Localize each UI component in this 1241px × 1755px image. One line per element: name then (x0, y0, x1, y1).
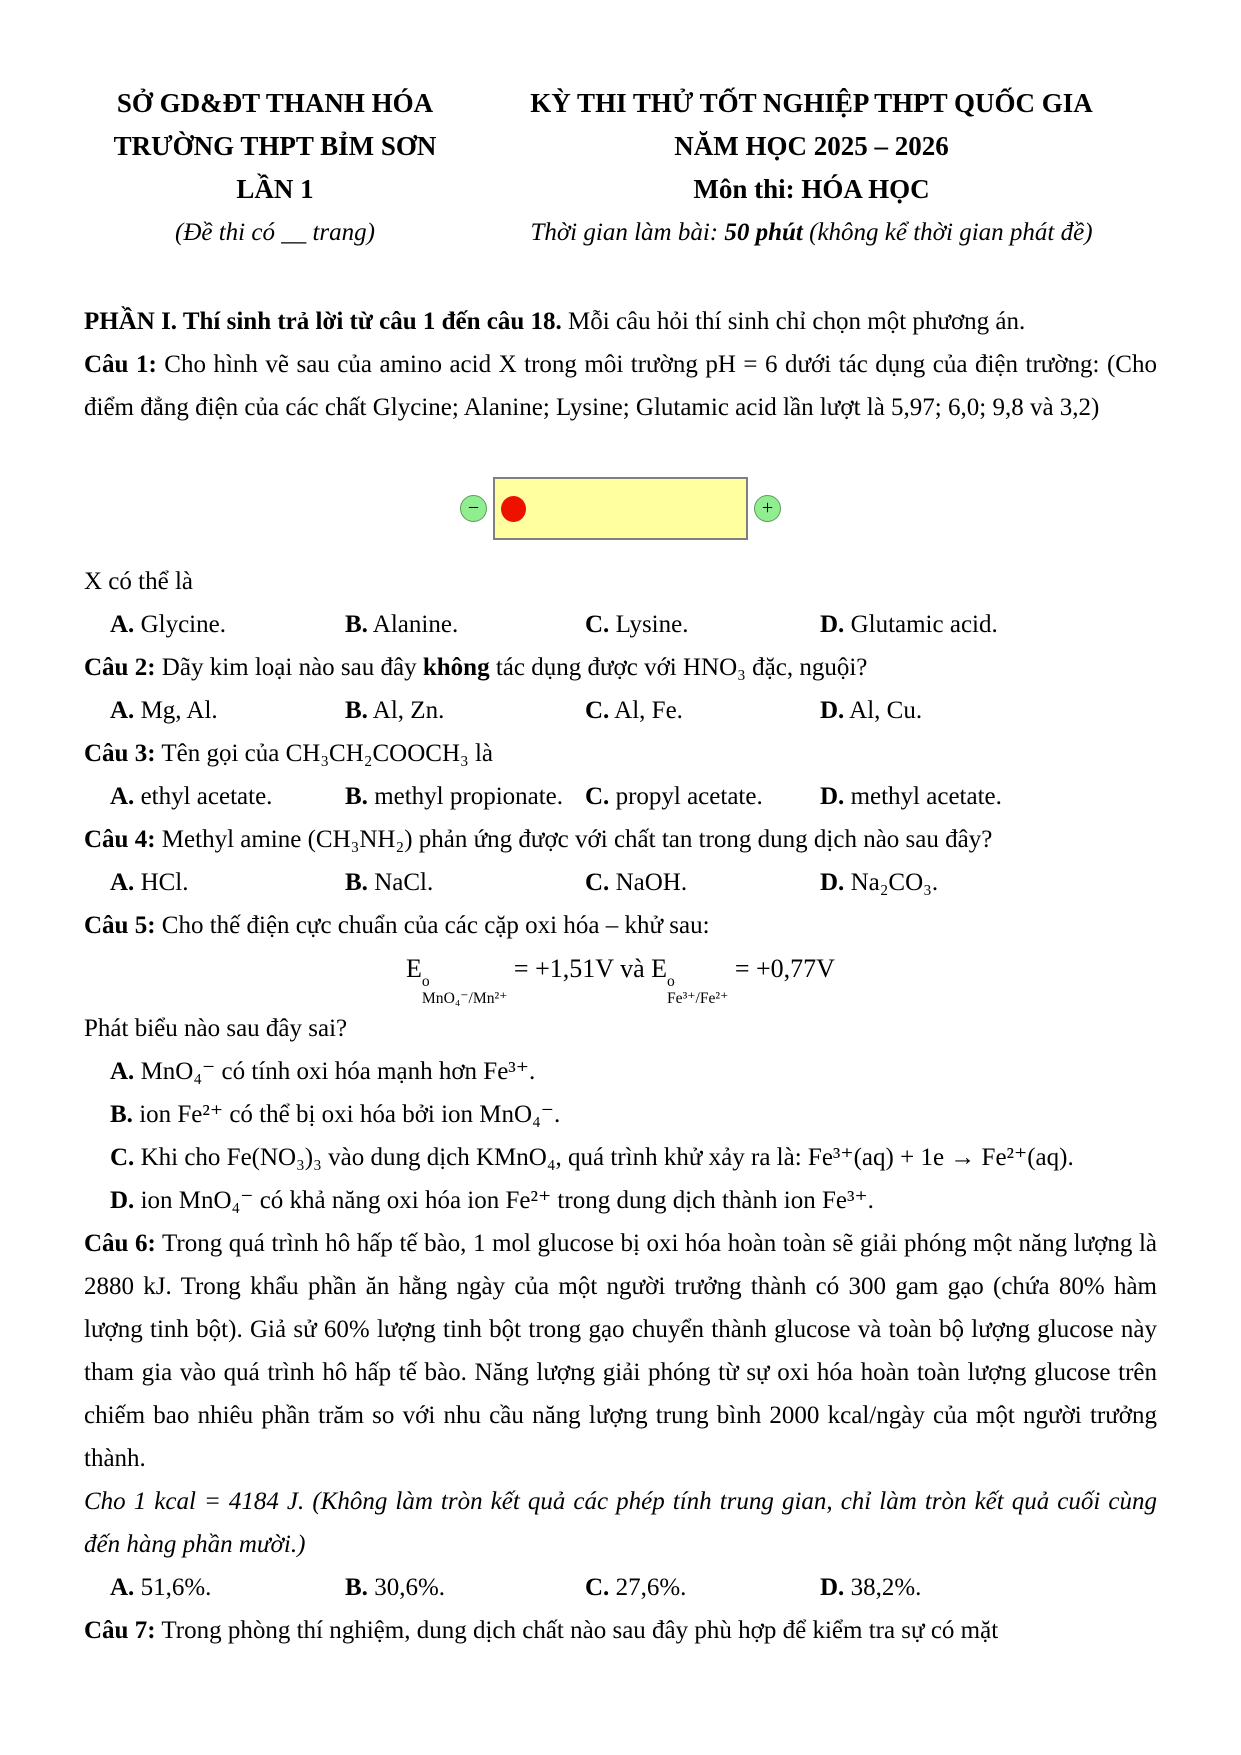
option-c-text: 27,6%. (609, 1573, 687, 1601)
option-a-label: A. (110, 783, 135, 810)
e2-value: = +0,77V (728, 954, 835, 983)
option-c-label: C. (585, 869, 610, 896)
duration-post: (không kể thời gian phát đề) (802, 219, 1093, 246)
question-3-text: Tên gọi của CH₃CH₂COOCH₃ là (155, 740, 494, 767)
option-b-label: B. (110, 1100, 133, 1128)
e1-supsub (422, 973, 508, 1007)
option-d-text: ion MnO₄⁻ có khả năng oxi hóa ion Fe²⁺ trong dung dịch thành ion Fe³⁺. (134, 1186, 874, 1214)
exam-title: KỲ THI THỬ TỐT NGHIỆP THPT QUỐC GIA (530, 88, 1093, 118)
question-7-text: Trong phòng thí nghiệm, dung dịch chất nào sau đây phù hợp để kiểm tra sự có mặt (155, 1616, 999, 1644)
part1-heading-rest: Mỗi câu hỏi thí sinh chỉ chọn một phương án. (561, 308, 1026, 335)
e1-value: = +1,51V (507, 954, 614, 983)
question-5-option-b (84, 1093, 1157, 1136)
question-1 (84, 343, 1157, 429)
option-c (585, 861, 820, 904)
question-2-bold-word: không (422, 654, 490, 681)
school-year: NĂM HỌC 2025 – 2026 (674, 131, 949, 161)
e2-sup: o (667, 972, 675, 990)
option-c (585, 603, 820, 646)
option-d-label: D. (820, 611, 845, 638)
option-d-label: D. (820, 697, 845, 724)
option-b-label: B. (345, 783, 368, 810)
option-d-text: Na₂CO₃. (844, 869, 939, 896)
exam-title-block (466, 82, 1157, 254)
question-2 (84, 646, 1157, 689)
formula-joiner: và (613, 954, 652, 983)
option-c-label: C. (585, 697, 610, 724)
question-5-text: Cho thế điện cực chuẩn của các cặp oxi hóa – khử sau: (155, 912, 710, 939)
option-b-text: Al, Zn. (367, 697, 445, 724)
e1-base: E (406, 954, 422, 983)
question-2-label: Câu 2: (84, 654, 156, 681)
option-d-text: methyl acetate. (844, 783, 1002, 810)
negative-electrode-icon: − (460, 495, 487, 522)
question-7-label: Câu 7: (84, 1616, 156, 1644)
e1-sup: o (421, 972, 430, 990)
option-a (110, 689, 345, 732)
option-a (110, 1566, 345, 1609)
amino-acid-sample-dot-icon (501, 496, 526, 522)
positive-electrode-icon: + (754, 495, 781, 522)
question-2-text-2: tác dụng được với HNO₃ đặc, nguội? (489, 654, 868, 681)
question-7 (84, 1609, 1157, 1652)
question-6-text: Trong quá trình hô hấp tế bào, 1 mol glucose bị oxi hóa hoàn toàn sẽ giải phóng một năng lượng là 2880 kJ. Trong khẩu phần ăn hằng ngày của một người trưởng thành có 300 gam gạo (chứa 80% hàm lượng tinh bột). Giả sử 60% lượng tinh bột trong gạo chuyển thành glucose và toàn bộ lượng glucose này tham gia vào quá trình hô hấp tế bào. Năng lượng giải phóng từ sự oxi hóa hoàn toàn lượng glucose trên chiếm bao nhiêu phần trăm so với nhu cầu năng lượng trung bình 2000 kcal/ngày của một người trưởng thành. (84, 1229, 1157, 1472)
issuer-block (84, 82, 466, 254)
exam-body (84, 300, 1157, 1652)
option-d-text: Al, Cu. (844, 697, 923, 724)
option-c-text: Al, Fe. (609, 697, 683, 724)
question-1-options (84, 603, 1157, 646)
option-d (820, 689, 1157, 732)
question-5-label: Câu 5: (84, 912, 156, 939)
exam-header (84, 82, 1157, 254)
option-b (345, 775, 585, 818)
option-d (820, 603, 1157, 646)
option-d-text: Glutamic acid. (844, 611, 998, 638)
question-2-text-1: Dãy kim loại nào sau đây (155, 654, 423, 681)
option-c-label: C. (110, 1143, 135, 1171)
option-c-text: Lysine. (609, 611, 689, 638)
question-3-options (84, 775, 1157, 818)
question-4-label: Câu 4: (84, 826, 156, 853)
option-b-text: 30,6%. (367, 1573, 446, 1601)
option-c-text: propyl acetate. (609, 783, 763, 810)
option-c-label: C. (585, 783, 610, 810)
department-name: SỞ GD&ĐT THANH HÓA (116, 88, 434, 118)
option-c (585, 775, 820, 818)
question-6 (84, 1222, 1157, 1480)
option-a-label: A. (110, 611, 135, 638)
option-b-label: B. (345, 611, 368, 638)
option-d-text: 38,2%. (844, 1573, 922, 1601)
option-b-text: methyl propionate. (367, 783, 564, 810)
part1-heading (84, 300, 1157, 343)
question-1-text: Cho hình vẽ sau của amino acid X trong môi trường pH = 6 dưới tác dụng của điện trường: (Cho điểm đẳng điện của các chất Glycine; Alanine; Lysine; Glutamic acid lần lượt là 5,97; 6,0; 9,8 và 3,2) (84, 351, 1157, 421)
question-4 (84, 818, 1157, 861)
option-d (820, 775, 1157, 818)
question-5-stem: Phát biểu nào sau đây sai? (84, 1014, 348, 1042)
electrophoresis-chamber (493, 477, 748, 540)
option-a-text: Glycine. (134, 611, 226, 638)
option-a (110, 603, 345, 646)
option-c-text: Khi cho Fe(NO₃)₃ vào dung dịch KMnO₄, quá trình khử xảy ra là: Fe³⁺(aq) + 1e → Fe²⁺(aq). (134, 1143, 1074, 1171)
option-a-label: A. (110, 1573, 135, 1601)
pages-note: (Đề thi có __ trang) (175, 219, 375, 246)
option-d-label: D. (820, 1573, 845, 1601)
option-b-text: Alanine. (367, 611, 459, 638)
option-c-label: C. (585, 1573, 610, 1601)
option-b (345, 1566, 585, 1609)
question-5 (84, 904, 1157, 947)
e2-sub: Fe³⁺/Fe²⁺ (667, 989, 729, 1007)
question-5-option-c (84, 1136, 1157, 1179)
option-c-text: NaOH. (609, 869, 688, 896)
duration-value: 50 phút (724, 219, 803, 246)
option-b (345, 689, 585, 732)
part1-heading-bold: PHẦN I. Thí sinh trả lời từ câu 1 đến câu 18. (84, 308, 562, 335)
duration-line (466, 211, 1157, 254)
option-a-text: ethyl acetate. (134, 783, 273, 810)
standard-potential-formula (84, 947, 1157, 1007)
question-5-option-a (84, 1050, 1157, 1093)
option-a (110, 861, 345, 904)
option-d (820, 861, 1157, 904)
option-a-label: A. (110, 697, 135, 724)
e1-sub: MnO₄⁻/Mn²⁺ (421, 989, 508, 1007)
option-b-text: NaCl. (367, 869, 434, 896)
e2-supsub (667, 973, 728, 1007)
subject-line: Môn thi: HÓA HỌC (693, 174, 930, 204)
option-b (345, 603, 585, 646)
option-a-text: Mg, Al. (134, 697, 218, 724)
question-3 (84, 732, 1157, 775)
attempt-number: LẦN 1 (236, 174, 314, 204)
option-a-label: A. (110, 869, 135, 896)
question-4-options (84, 861, 1157, 904)
duration-pre: Thời gian làm bài: (530, 219, 725, 246)
question-1-stem: X có thể là (84, 568, 193, 595)
e2-base: E (651, 954, 667, 983)
question-6-note: Cho 1 kcal = 4184 J. (Không làm tròn kết quả các phép tính trung gian, chỉ làm tròn kết quả cuối cùng đến hàng phần mười.) (84, 1487, 1157, 1558)
school-name: TRƯỜNG THPT BỈM SƠN (113, 131, 437, 161)
option-d-label: D. (820, 869, 845, 896)
option-c (585, 689, 820, 732)
question-5-option-d (84, 1179, 1157, 1222)
option-a-label: A. (110, 1057, 135, 1085)
option-d-label: D. (110, 1186, 135, 1214)
option-c-label: C. (585, 611, 610, 638)
option-b (345, 861, 585, 904)
electrophoresis-figure (467, 477, 774, 540)
option-b-label: B. (345, 697, 368, 724)
option-a-text: 51,6%. (134, 1573, 212, 1601)
option-b-text: ion Fe²⁺ có thể bị oxi hóa bởi ion MnO₄⁻. (132, 1100, 561, 1128)
question-4-text: Methyl amine (CH₃NH₂) phản ứng được với chất tan trong dung dịch nào sau đây? (155, 826, 993, 853)
option-d (820, 1566, 1157, 1609)
option-c (585, 1566, 820, 1609)
option-d-label: D. (820, 783, 845, 810)
option-b-label: B. (345, 1573, 368, 1601)
question-6-label: Câu 6: (84, 1229, 156, 1257)
option-a-text: MnO₄⁻ có tính oxi hóa mạnh hơn Fe³⁺. (134, 1057, 536, 1085)
question-6-options (84, 1566, 1157, 1609)
option-a-text: HCl. (134, 869, 189, 896)
option-b-label: B. (345, 869, 368, 896)
question-2-options (84, 689, 1157, 732)
question-1-label: Câu 1: (84, 351, 157, 378)
question-3-label: Câu 3: (84, 740, 156, 767)
option-a (110, 775, 345, 818)
